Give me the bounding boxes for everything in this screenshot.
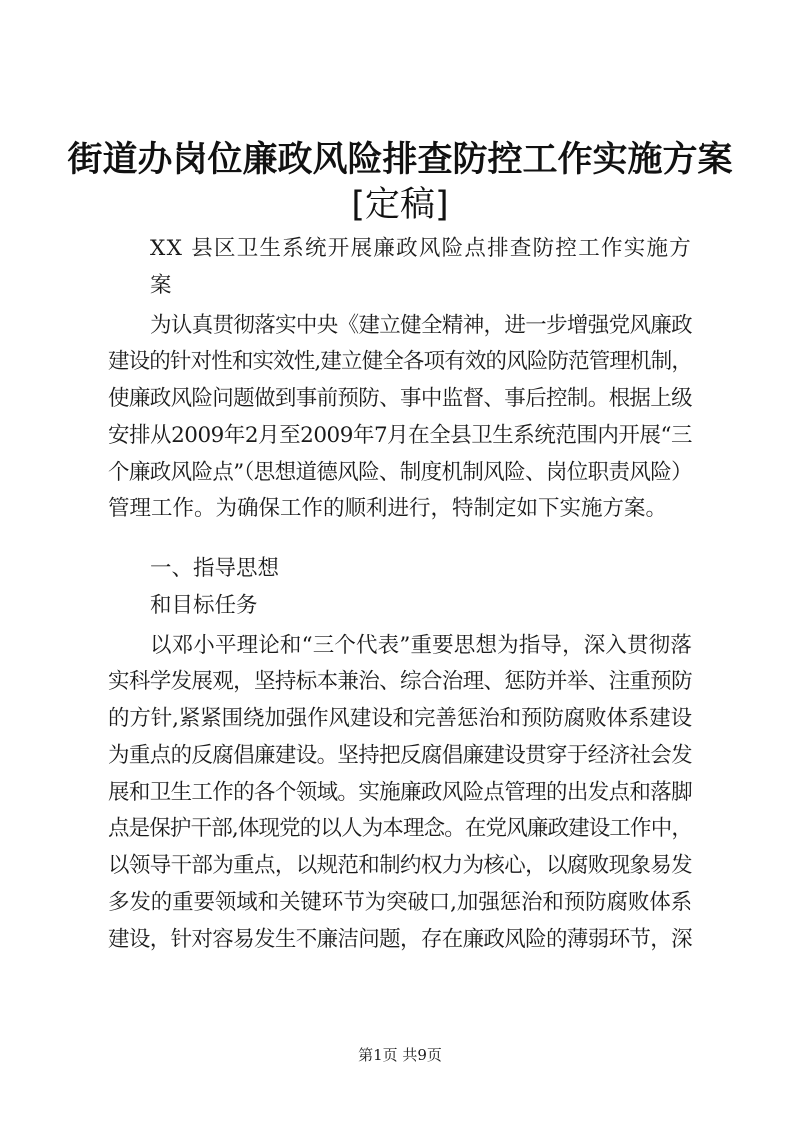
paragraph-line: 安排从2009年2月至2009年7月在全县卫生系统范围内开展“三 — [108, 423, 692, 448]
paragraph-line: 多发的重要领域和关键环节为突破口,加强惩治和预防腐败体系 — [108, 890, 693, 915]
section-heading: 和目标任务 — [150, 593, 258, 618]
paragraph-line: 个廉政风险点”（思想道德风险、制度机制风险、岗位职责风险） — [108, 460, 693, 485]
paragraph-line: 使廉政风险问题做到事前预防、事中监督、事后控制。根据上级 — [108, 386, 692, 411]
paragraph-line: 建设，针对容易发生不廉洁问题，存在廉政风险的薄弱环节，深 — [108, 927, 692, 952]
paragraph-line: 为重点的反腐倡廉建设。坚持把反腐倡廉建设贯穿于经济社会发 — [108, 743, 692, 768]
paragraph-line: 展和卫生工作的各个领域。实施廉政风险点管理的出发点和落脚 — [108, 780, 692, 805]
paragraph-line: 的方针,紧紧围绕加强作风建设和完善惩治和预防腐败体系建设 — [108, 706, 693, 731]
paragraph-line: 以领导干部为重点，以规范和制约权力为核心，以腐败现象易发 — [108, 853, 692, 878]
subtitle-line: XX 县区卫生系统开展廉政风险点排查防控工作实施方 — [150, 236, 692, 261]
paragraph-line: 为认真贯彻落实中央《建立健全精神，进一步增强党风廉政 — [150, 313, 692, 338]
paragraph-line: 实科学发展观，坚持标本兼治、综合治理、惩防并举、注重预防 — [108, 669, 692, 694]
paragraph-line: 管理工作。为确保工作的顺利进行，特制定如下实施方案。 — [108, 496, 668, 521]
document-title-line-2: [定稿] — [351, 185, 449, 225]
paragraph-line: 以邓小平理论和“三个代表”重要思想为指导，深入贯彻落 — [150, 633, 692, 658]
section-heading: 一、指导思想 — [150, 556, 280, 581]
paragraph-line: 点是保护干部,体现党的以人为本理念。在党风廉政建设工作中， — [108, 816, 692, 841]
document-title-line-1: 街道办岗位廉政风险排查防控工作实施方案 — [67, 140, 733, 180]
subtitle-line: 案 — [150, 273, 172, 298]
paragraph-line: 建设的针对性和实效性,建立健全各项有效的风险防范管理机制， — [108, 349, 692, 374]
page-number-footer: 第1页 共9页 — [358, 1046, 442, 1064]
